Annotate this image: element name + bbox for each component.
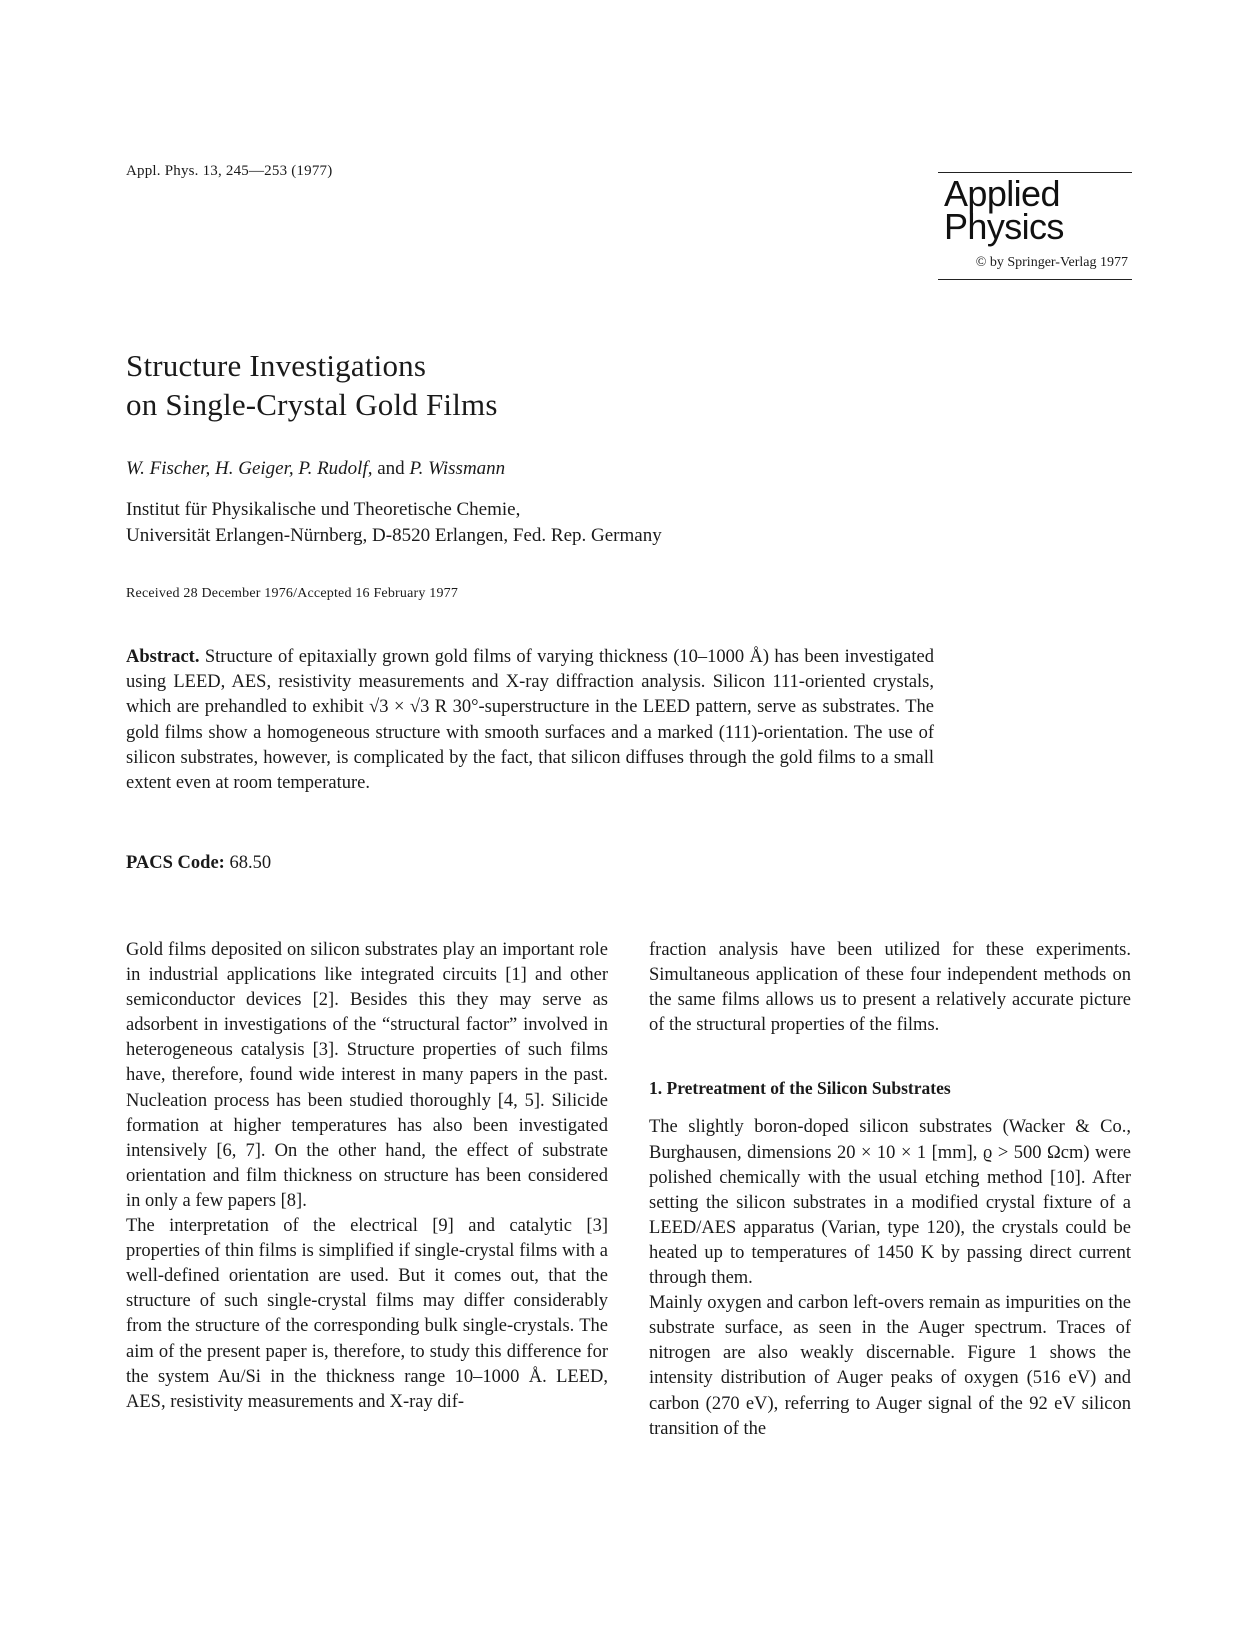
journal-logo-line-1: Applied [944,173,1060,214]
article-title-line-2: on Single-Crystal Gold Films [126,387,498,422]
pacs-value: 68.50 [224,853,272,873]
affiliation-line-2: Universität Erlangen-Nürnberg, D-8520 Erlangen, Fed. Rep. Germany [126,525,662,546]
body-column-right [649,938,1131,1442]
abstract-text: Structure of epitaxially grown gold films of varying thickness (10–1000 Å) has been investigated using LEED, AES, resistivity measurements and X-ray diffraction analysis. Silicon 111-oriented crystals, which are prehandled to exhibit √3 × √3 R 30°-superstructure in the LEED pattern, serve as substrates. The gold films show a homogeneous structure with smooth surfaces and a marked (111)-orientation. The use of silicon substrates, however, is complicated by the fact, that silicon diffuses through the gold films to a small extent even at room temperature. [126,647,934,794]
author-name: P. Rudolf, [298,458,373,479]
article-title [126,346,498,424]
body-paragraph: Gold films deposited on silicon substrates play an important role in industrial applications like integrated circuits [1] and other semiconductor devices [2]. Besides this they may serve as adsorbent in investigations of the “structural factor” involved in heterogeneous catalysis [3]. Structure properties of such films have, therefore, found wide interest in many papers in the past. Nucleation process has been studied thoroughly [4, 5]. Silicide formation at higher temperatures has also been investigated intensively [6, 7]. On the other hand, the effect of substrate orientation and film thickness on structure has been considered in only a few papers [8]. [126,940,608,1211]
received-dates: Received 28 December 1976/Accepted 16 February 1977 [126,586,459,601]
journal-reference: Appl. Phys. 13, 245—253 (1977) [126,163,333,179]
pacs-code [126,853,271,874]
author-name: P. Wissmann [409,458,506,479]
journal-logo-line-2: Physics [944,206,1064,247]
affiliation [126,497,662,549]
author-name: H. Geiger, [215,458,299,479]
body-paragraph: Mainly oxygen and carbon left-overs remain as impurities on the substrate surface, as seen in the Auger spectrum. Traces of nitrogen are also weakly discernable. Figure 1 shows the intensity distribution of Auger peaks of oxygen (516 eV) and carbon (270 eV), referring to Auger signal of the 92 eV silicon transition of the [649,1293,1131,1439]
body-paragraph: fraction analysis have been utilized for these experiments. Simultaneous application of these four independent methods on the same films allows us to present a relatively accurate picture of the structural properties of the films. [649,940,1131,1036]
author-conjunction: and [372,458,410,479]
abstract-label: Abstract. [126,647,200,667]
pacs-label: PACS Code: [126,853,225,873]
affiliation-line-1: Institut für Physikalische und Theoretische Chemie, [126,499,521,520]
body-column-left [126,938,608,1415]
section-heading: 1. Pretreatment of the Silicon Substrates [649,1078,951,1099]
copyright-notice: © by Springer-Verlag 1977 [975,255,1128,270]
author-name: W. Fischer, [126,458,216,479]
body-paragraph: The slightly boron-doped silicon substrates (Wacker & Co., Burghausen, dimensions 20 × 10 × 1 [mm], ϱ > 500 Ωcm) were polished chemically with the usual etching method [10]. After setting the silicon substrates in a modified crystal fixture of a LEED/AES apparatus (Varian, type 120), the crystals could be heated up to temperatures of 1450 K by passing direct current through them. [649,1117,1131,1289]
article-title-line-1: Structure Investigations [126,348,427,383]
author-list [126,458,505,480]
journal-logo [938,173,1132,247]
journal-masthead [938,172,1132,280]
body-paragraph: The interpretation of the electrical [9] and catalytic [3] properties of thin films is simplified if single-crystal films with a well-defined orientation are used. But it comes out, that the structure of such single-crystal films may differ considerably from the structure of the corresponding bulk single-crystals. The aim of the present paper is, therefore, to study this difference for the system Au/Si in the thickness range 10–1000 Å. LEED, AES, resistivity measurements and X-ray dif- [126,1216,608,1412]
abstract [126,645,934,796]
